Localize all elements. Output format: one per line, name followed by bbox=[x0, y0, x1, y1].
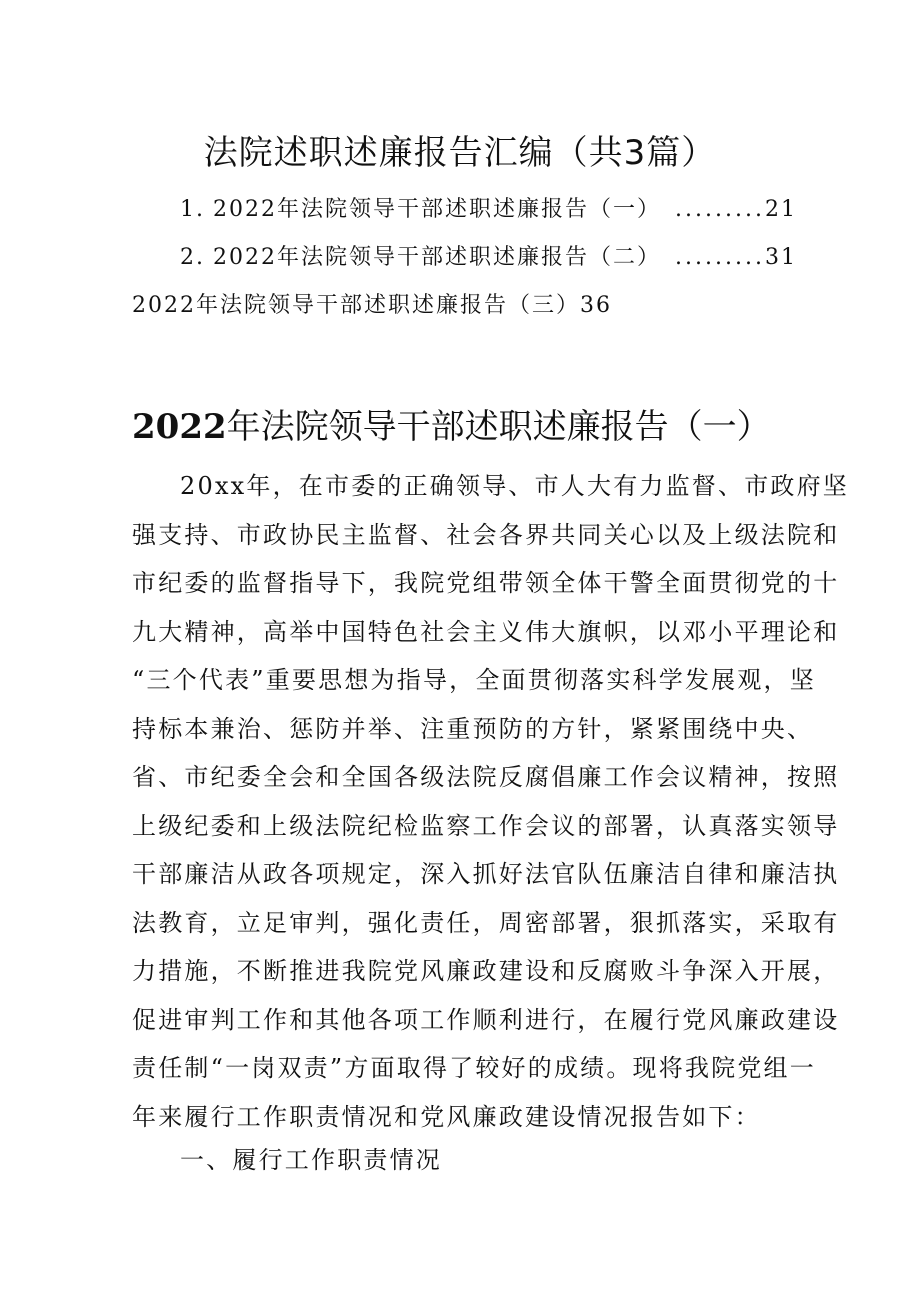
toc-entry-2[interactable] bbox=[180, 242, 797, 274]
paragraph-line: 年来履行工作职责情况和党风廉政建设情况报告如下： bbox=[132, 1102, 761, 1131]
paragraph-line: 持标本兼治、惩防并举、注重预防的方针，紧紧围绕中央、 bbox=[132, 714, 814, 743]
subheading: 一、履行工作职责情况 bbox=[180, 1146, 442, 1174]
paragraph-line: 省、市纪委全会和全国各级法院反腐倡廉工作会议精神，按照 bbox=[132, 763, 840, 791]
paragraph-line: 强支持、市政协民主监督、社会各界共同关心以及上级法院和 bbox=[132, 520, 840, 549]
paragraph-line: 促进审判工作和其他各项工作顺利进行，在履行党风廉政建设 bbox=[132, 1005, 840, 1034]
section-title bbox=[132, 402, 771, 452]
paragraph-line: 九大精神，高举中国特色社会主义伟大旗帜，以邓小平理论和 bbox=[132, 617, 840, 646]
paragraph-line: “三个代表”重要思想为指导，全面贯彻落实科学发展观，坚 bbox=[132, 666, 816, 694]
toc-entry-leader: ......... bbox=[675, 197, 765, 222]
toc-entry-number: 2. bbox=[180, 245, 205, 270]
paragraph-line: 市纪委的监督指导下，我院党组带领全体干警全面贯彻党的十 bbox=[132, 569, 840, 597]
toc-entry-page: 31 bbox=[764, 245, 797, 270]
paragraph-line: 力措施，不断推进我院党风廉政建设和反腐败斗争深入开展， bbox=[132, 957, 840, 985]
toc-entry-text: 2022年法院领导干部述职述廉报告（二） bbox=[213, 245, 661, 270]
section-title-year: 2022 bbox=[132, 407, 227, 447]
paragraph-line: 上级纪委和上级法院纪检监察工作会议的部署，认真落实领导 bbox=[132, 811, 840, 840]
section-title-text: 年法院领导干部述职述廉报告（一） bbox=[226, 407, 771, 447]
document-title: 法院述职述廉报告汇编（共3篇） bbox=[203, 133, 717, 173]
paragraph-line: 法教育，立足审判，强化责任，周密部署，狠抓落实，采取有 bbox=[132, 908, 840, 937]
toc-entry-page: 36 bbox=[580, 293, 612, 318]
paragraph-line: 20xx年，在市委的正确领导、市人大有力监督、市政府坚 bbox=[180, 472, 850, 500]
toc-entry-text: 2022年法院领导干部述职述廉报告（三） bbox=[132, 293, 580, 318]
toc-entry-page: 21 bbox=[764, 197, 797, 222]
body-paragraph bbox=[132, 462, 850, 1141]
toc-entry-leader: ......... bbox=[675, 245, 765, 270]
toc-entry-number: 1. bbox=[180, 197, 205, 222]
paragraph-line: 责任制“一岗双责”方面取得了较好的成绩。现将我院党组一 bbox=[132, 1054, 816, 1082]
toc-entry-1[interactable] bbox=[180, 194, 797, 226]
paragraph-line: 干部廉洁从政各项规定，深入抓好法官队伍廉洁自律和廉洁执 bbox=[132, 860, 840, 888]
toc-entry-text: 2022年法院领导干部述职述廉报告（一） bbox=[213, 197, 661, 222]
toc-entry-3[interactable] bbox=[132, 290, 612, 322]
